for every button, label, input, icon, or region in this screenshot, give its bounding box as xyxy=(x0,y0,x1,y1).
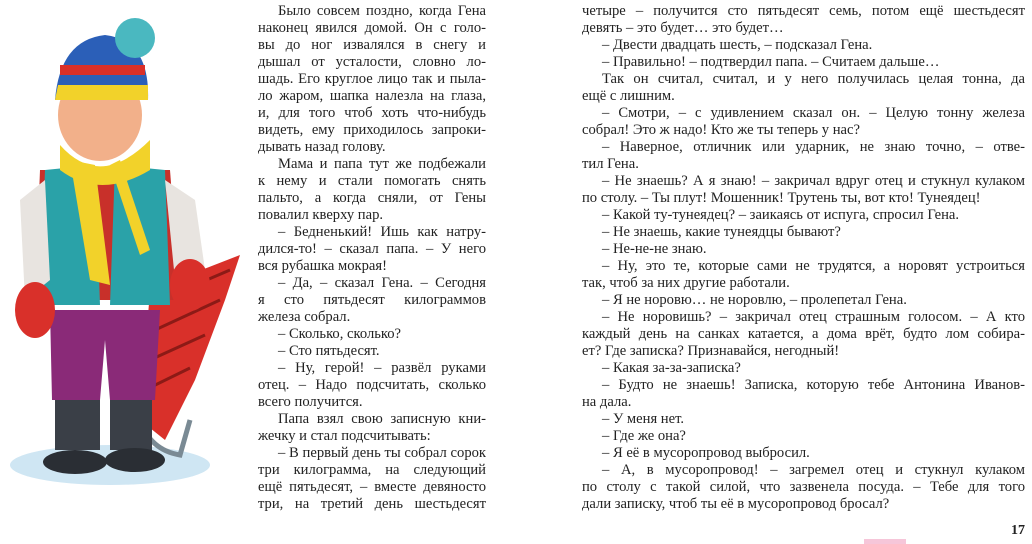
text-line: – Где же она? xyxy=(602,428,686,444)
boy-with-sled-illustration xyxy=(0,0,250,544)
text-line: видеть, ему приходилось запроки- xyxy=(258,122,486,138)
paragraph xyxy=(582,3,1025,37)
text-line: ет? Где записка? Признавайся, негодный! xyxy=(582,343,840,359)
text-line: по столу с такой силой, что зазвенела посуда. – Тебе для того xyxy=(582,479,1025,495)
text-line: четыре – получится сто пятьдесят семь, потом ещё шестьдесят xyxy=(582,3,1025,19)
text-line: к нему и стали помогать снять xyxy=(258,173,486,189)
paragraph xyxy=(582,54,1025,71)
text-line: пальто, а когда сняли, от Гены xyxy=(258,190,486,206)
text-line: вся рубашка мокрая! xyxy=(258,258,387,274)
paragraph xyxy=(258,156,486,224)
text-line: и, для того чтоб хоть что-нибудь xyxy=(258,105,486,121)
text-line: наконец явился домой. Он с голо- xyxy=(258,20,486,36)
text-line: – Не-не-не знаю. xyxy=(602,241,707,257)
paragraph xyxy=(258,343,486,360)
text-line: шадь. Его круглое лицо так и пыла- xyxy=(258,71,486,87)
paragraph xyxy=(582,173,1025,207)
text-line: – Ну, герой! – развёл руками xyxy=(278,360,486,376)
text-line: на дала. xyxy=(582,394,632,410)
text-line: – У меня нет. xyxy=(602,411,685,427)
paragraph xyxy=(582,241,1025,258)
text-line: – Смотри, – с удивлением сказал он. – Целую тонну железа xyxy=(602,105,1025,121)
text-line: Было совсем поздно, когда Гена xyxy=(278,3,486,19)
text-line: – Сто пятьдесят. xyxy=(278,343,380,359)
text-line: девять – это будет… это будет… xyxy=(582,20,784,36)
text-line: – Какой ту-тунеядец? – заикаясь от испуга, спросил Гена. xyxy=(602,207,960,223)
text-line: по столу. – Ты плут! Мошенник! Трутень ты, вот кто! Тунеядец! xyxy=(582,190,981,206)
text-line: – Ну, это те, которые сами не трудятся, а норовят устроиться xyxy=(602,258,1025,274)
paragraph xyxy=(582,71,1025,105)
paragraph xyxy=(582,360,1025,377)
text-line: повалил кверху пар. xyxy=(258,207,384,223)
text-line: – В первый день ты собрал сорок xyxy=(278,445,486,461)
paragraph xyxy=(258,326,486,343)
paragraph xyxy=(582,105,1025,139)
paragraph xyxy=(258,275,486,326)
text-line: ещё с лишним. xyxy=(582,88,675,104)
text-line: дали записку, чтоб ты её в мусоропровод бросал? xyxy=(582,496,890,512)
paragraph xyxy=(258,224,486,275)
paragraph xyxy=(582,309,1025,360)
paragraph xyxy=(582,292,1025,309)
text-line: – Правильно! – подтвердил папа. – Считаем дальше… xyxy=(602,54,940,70)
text-line: Папа взял свою записную кни- xyxy=(278,411,486,427)
text-line: собрал! Это ж надо! Кто же ты теперь у нас? xyxy=(582,122,860,138)
text-line: – Не норовишь? – закричал отец страшным голосом. – А кто xyxy=(602,309,1025,325)
page-number: 17 xyxy=(1011,523,1025,538)
paragraph xyxy=(258,445,486,513)
text-line: железа собрал. xyxy=(258,309,351,325)
left-text-column xyxy=(258,3,486,513)
text-line: – Не знаешь, какие тунеядцы бывают? xyxy=(602,224,841,240)
paragraph xyxy=(582,462,1025,513)
pink-marker-strip xyxy=(864,539,906,544)
text-line: – Бедненький! Ишь как натру- xyxy=(278,224,486,240)
paragraph xyxy=(582,258,1025,292)
text-line: вы до ног извалялся в снегу и xyxy=(258,37,486,53)
paragraph xyxy=(258,411,486,445)
paragraph xyxy=(582,207,1025,224)
text-line: – Да, – сказал Гена. – Сегодня xyxy=(278,275,486,291)
text-line: дышал от усталости, словно ло- xyxy=(258,54,486,70)
text-line: тил Гена. xyxy=(582,156,639,172)
right-text-column xyxy=(582,3,1025,513)
text-line: – Какая за-за-записка? xyxy=(602,360,741,376)
text-line: отец. – Надо подсчитать, сколько xyxy=(258,377,486,393)
text-line: так, чтоб за них другие работали. xyxy=(582,275,790,291)
text-line: я сто пятьдесят килограммов xyxy=(258,292,486,308)
text-line: ло жаром, шапка налезла на глаза, xyxy=(258,88,486,104)
text-line: всего получится. xyxy=(258,394,363,410)
paragraph xyxy=(582,224,1025,241)
text-line: дывать назад голову. xyxy=(258,139,386,155)
paragraph xyxy=(582,139,1025,173)
paragraph xyxy=(258,3,486,156)
paragraph xyxy=(582,428,1025,445)
paragraph xyxy=(258,360,486,411)
text-line: ещё пятьдесят, – вместе девяносто xyxy=(258,479,486,495)
paragraph xyxy=(582,377,1025,411)
paragraph xyxy=(582,445,1025,462)
text-line: – Двести двадцать шесть, – подсказал Гена. xyxy=(602,37,873,53)
text-line: – Я её в мусоропровод выбросил. xyxy=(602,445,810,461)
paragraph xyxy=(582,411,1025,428)
text-line: три, на третий день шестьдесят xyxy=(258,496,486,512)
text-line: жечку и стал подсчитывать: xyxy=(258,428,431,444)
text-line: Так он считал, считал, и у него получилась целая тонна, да xyxy=(602,71,1025,87)
paragraph xyxy=(582,37,1025,54)
text-line: – А, в мусоропровод! – загремел отец и стукнул кулаком xyxy=(602,462,1025,478)
text-line: три килограмма, на следующий xyxy=(258,462,486,478)
text-line: – Наверное, отличник или ударник, не знаю точно, – отве- xyxy=(602,139,1025,155)
text-line: Мама и папа тут же подбежали xyxy=(278,156,486,172)
text-line: – Сколько, сколько? xyxy=(278,326,402,342)
text-line: – Я не норовю… не норовлю, – пролепетал Гена. xyxy=(602,292,907,308)
text-line: каждый день на санках катается, а дома врёт, будто лом собира- xyxy=(582,326,1025,342)
text-line: дился-то! – сказал папа. – У него xyxy=(258,241,486,257)
text-line: – Будто не знаешь! Записка, которую тебе Антонина Иванов- xyxy=(602,377,1025,393)
text-line: – Не знаешь? А я знаю! – закричал вдруг отец и стукнул кулаком xyxy=(602,173,1025,189)
